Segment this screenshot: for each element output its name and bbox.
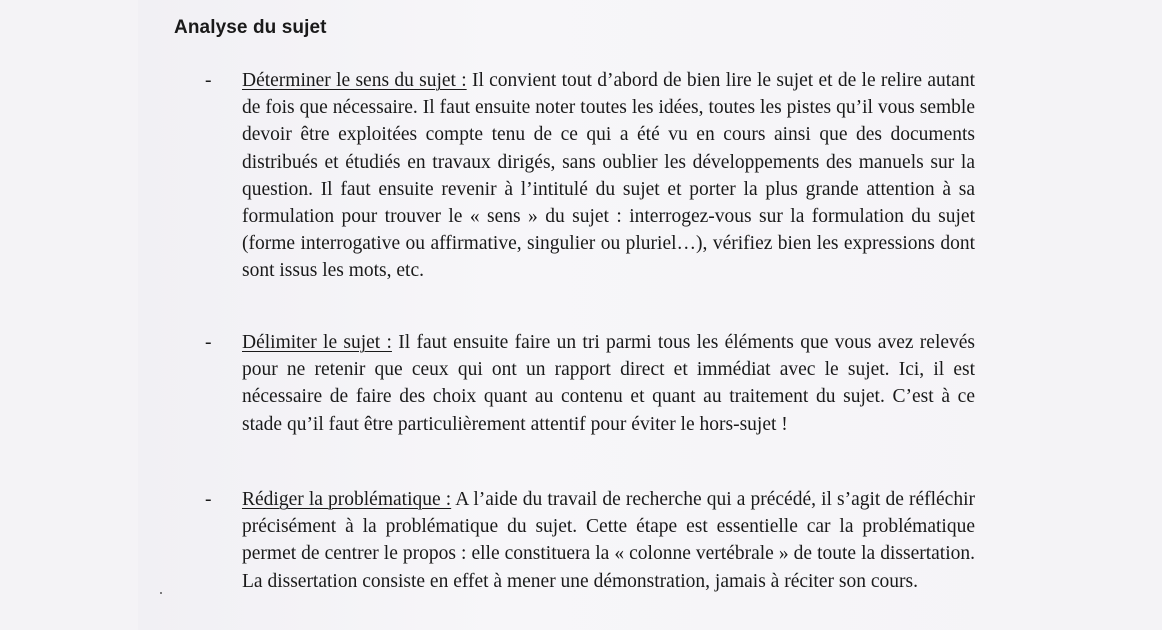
list-bullet: - <box>205 489 212 510</box>
scan-speck <box>160 592 162 594</box>
list-item-problematique <box>242 486 975 595</box>
item-text: Il faut ensuite faire un tri parmi tous les éléments que vous avez relevés pour ne retenir que ceux qui ont un rapport direct et immédiat avec le sujet. Ici, il est nécessaire de faire des choix quant au contenu et quant au traitement du sujet. C’est à ce stade qu’il faut être particulièrement attentif pour éviter le hors-sujet ! <box>242 332 976 435</box>
item-text: Il convient tout d’abord de bien lire le sujet et de le relire autant de fois que nécessaire. Il faut ensuite noter toutes les idées, toutes les pistes qu’il vous semble devoir être exploitées compte tenu de ce qui a été vu en cours ainsi que des documents distribués et étudiés en travaux dirigés, sans oublier les développements des manuels sur la question. Il faut ensuite revenir à l’intitulé du sujet et porter la plus grande attention à sa formulation pour trouver le « sens » du sujet : interrogez-vous sur la formulation du sujet (forme interrogative ou affirmative, singulier ou pluriel…), vérifiez bien les expressions dont sont issus les mots, etc. <box>242 70 975 282</box>
section-heading: Analyse du sujet <box>174 17 327 38</box>
item-text: A l’aide du travail de recherche qui a précédé, il s’agit de réfléchir précisément à la problématique du sujet. Cette étape est essentielle car la problématique permet de centrer le propos : elle constituera la « colonne vertébrale » de toute la dissertation. La dissertation consiste en effet à mener une démonstration, jamais à réciter son cours. <box>242 489 975 592</box>
list-item-delimiter-le-sujet <box>242 329 975 438</box>
list-bullet: - <box>205 70 212 91</box>
item-lead: Déterminer le sens du sujet : <box>242 70 467 91</box>
item-lead: Délimiter le sujet : <box>242 332 392 353</box>
list-bullet: - <box>205 332 212 353</box>
item-lead: Rédiger la problématique : <box>242 489 452 510</box>
list-item-sens-du-sujet <box>242 67 975 285</box>
